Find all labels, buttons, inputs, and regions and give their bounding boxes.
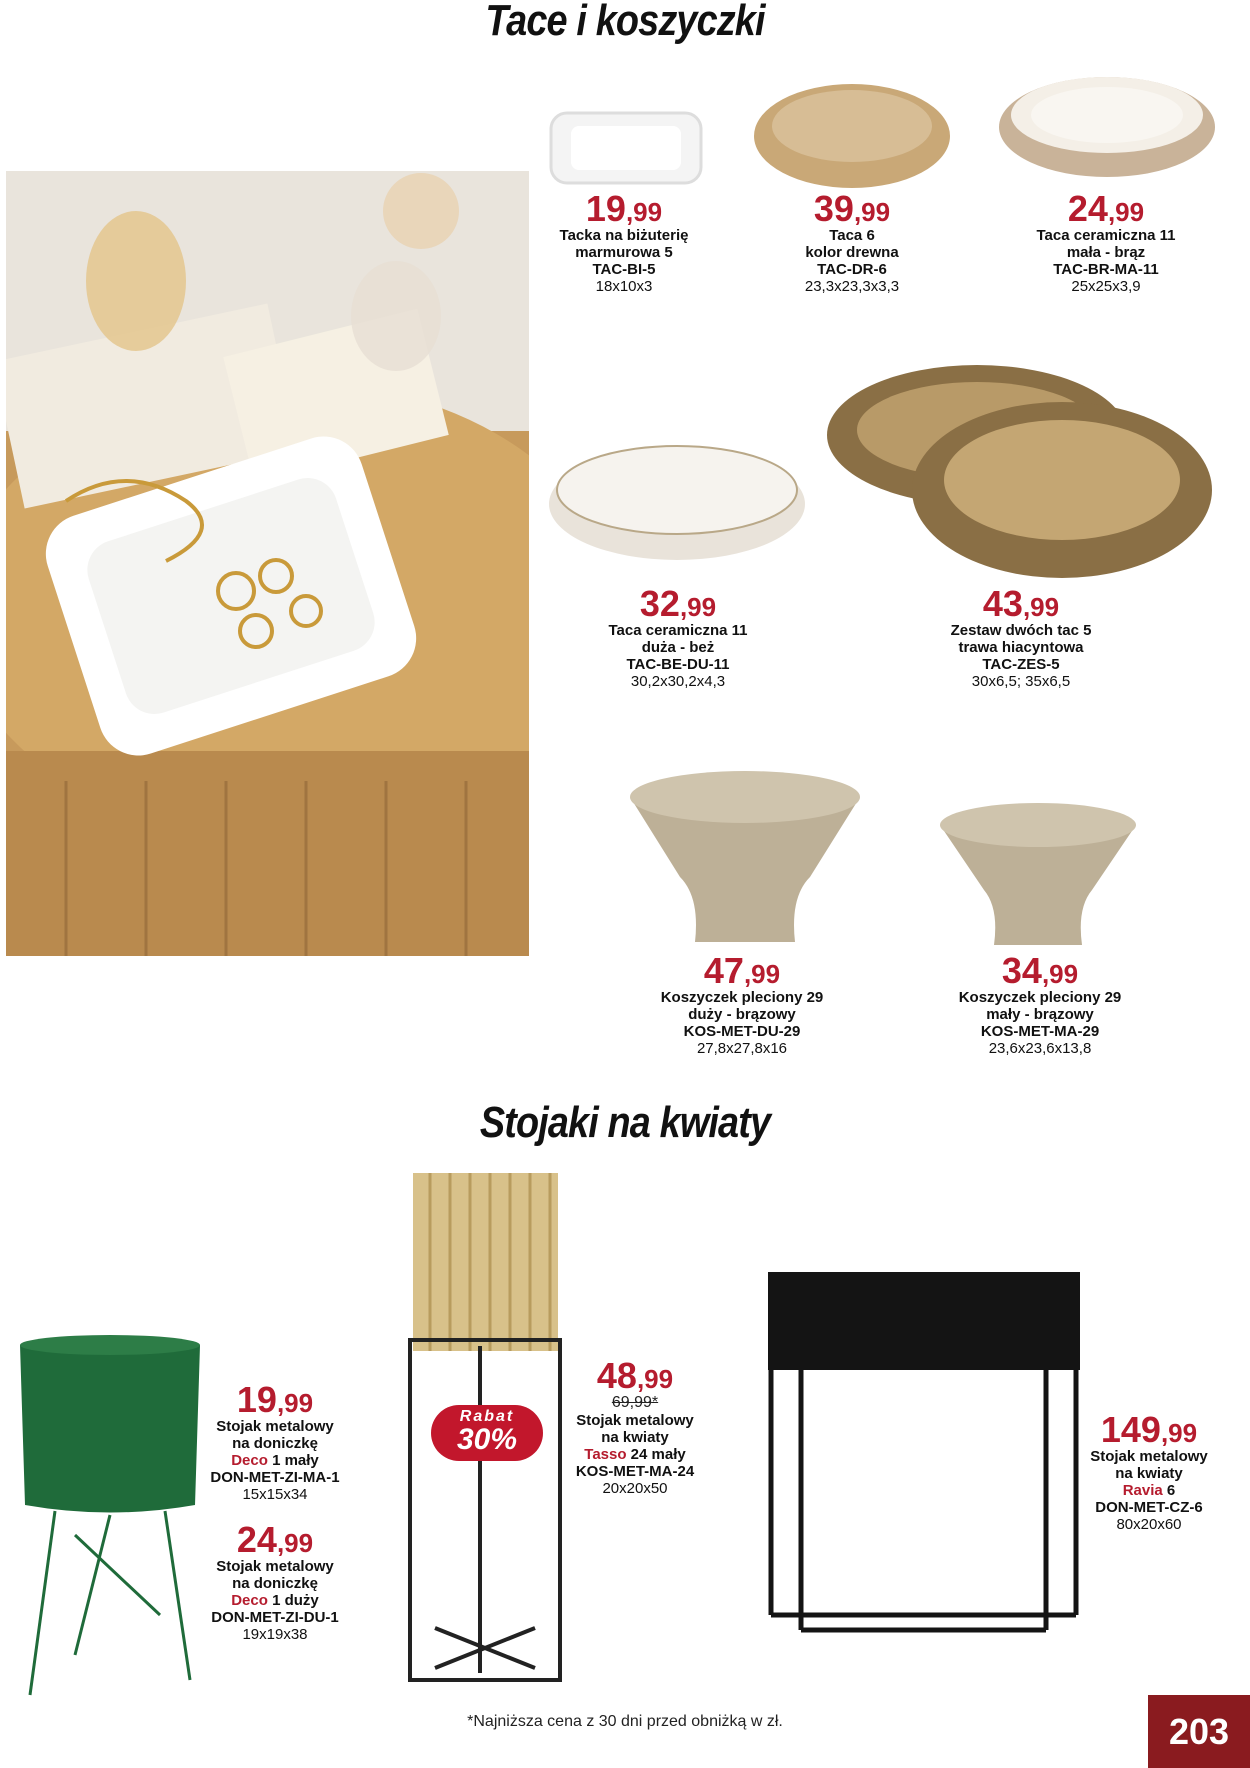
- product-deco-stand-small: [165, 1379, 385, 1504]
- product-code: TAC-ZES-5: [982, 656, 1060, 673]
- old-price: 69,99*: [611, 1394, 659, 1411]
- product-name: Stojak metalowy na doniczkę Deco 1 duży: [216, 1558, 334, 1609]
- product-dims: 30,2x30,2x4,3: [630, 673, 726, 690]
- product-code: TAC-DR-6: [817, 261, 887, 278]
- product-wooden-tray: [742, 188, 962, 296]
- product-basket-small: [930, 950, 1150, 1058]
- product-ravia-stand: [1039, 1409, 1250, 1534]
- product-dims: 23,6x23,6x13,8: [988, 1040, 1092, 1057]
- footnote: *Najniższa cena z 30 dni przed obniżką w zł.: [467, 1713, 783, 1730]
- product-name: Stojak metalowy na kwiaty Ravia 6: [1090, 1448, 1208, 1499]
- wooden-tray-image: [750, 76, 954, 191]
- product-name: Stojak metalowy na kwiaty Tasso 24 mały: [576, 1412, 694, 1463]
- product-dims: 27,8x27,8x16: [696, 1040, 788, 1057]
- product-deco-stand-large: [165, 1519, 385, 1644]
- product-name: Taca ceramiczna 11 duża - beż: [608, 622, 748, 656]
- price: 43,99: [982, 583, 1060, 624]
- product-code: TAC-BR-MA-11: [1053, 261, 1159, 278]
- product-name: Tacka na biżuterię marmurowa 5: [559, 227, 689, 261]
- product-name: Stojak metalowy na doniczkę Deco 1 mały: [216, 1418, 334, 1469]
- product-dims: 15x15x34: [242, 1486, 308, 1503]
- price: 149,99: [1100, 1409, 1198, 1450]
- ceramic-tray-small-image: [995, 63, 1220, 181]
- price: 24,99: [236, 1519, 314, 1560]
- product-dims: 30x6,5; 35x6,5: [971, 673, 1071, 690]
- product-dims: 23,3x23,3x3,3: [804, 278, 900, 295]
- product-code: DON-MET-CZ-6: [1095, 1499, 1203, 1516]
- trays-heading: Tace i koszyczki: [485, 0, 765, 45]
- product-ceramic-tray-large: [568, 583, 788, 691]
- black-stand-image: [766, 1270, 1082, 1633]
- price: 47,99: [703, 950, 781, 991]
- product-name: Taca 6 kolor drewna: [805, 227, 899, 261]
- price: 32,99: [639, 583, 717, 624]
- product-tasso-stand: [525, 1355, 745, 1498]
- product-code: DON-MET-ZI-MA-1: [210, 1469, 340, 1486]
- marble-tray-image: [546, 108, 706, 188]
- product-dims: 18x10x3: [595, 278, 653, 295]
- discount-percent: 30%: [456, 1423, 518, 1456]
- product-dims: 20x20x50: [602, 1480, 668, 1497]
- product-code: DON-MET-ZI-DU-1: [211, 1609, 339, 1626]
- basket-large-image: [620, 757, 870, 949]
- price: 19,99: [236, 1379, 314, 1420]
- product-woven-tray-set: [911, 583, 1131, 691]
- price: 39,99: [813, 188, 891, 229]
- price: 34,99: [1001, 950, 1079, 991]
- page-number: 203: [1148, 1695, 1250, 1768]
- ceramic-tray-large-image: [546, 432, 808, 562]
- product-name: Taca ceramiczna 11 mała - brąz: [1036, 227, 1176, 261]
- price: 48,99: [596, 1355, 674, 1396]
- product-dims: 80x20x60: [1116, 1516, 1182, 1533]
- product-code: KOS-MET-MA-29: [980, 1023, 1100, 1040]
- product-name: Zestaw dwóch tac 5 trawa hiacyntowa: [950, 622, 1092, 656]
- product-dims: 25x25x3,9: [1071, 278, 1141, 295]
- discount-label: Rabat: [459, 1408, 515, 1425]
- product-code: KOS-MET-DU-29: [683, 1023, 801, 1040]
- product-basket-large: [632, 950, 852, 1058]
- product-name: Koszyczek pleciony 29 duży - brązowy: [660, 989, 824, 1023]
- product-code: TAC-BE-DU-11: [626, 656, 730, 673]
- product-code: KOS-MET-MA-24: [575, 1463, 695, 1480]
- price: 19,99: [585, 188, 663, 229]
- product-ceramic-tray-small: [996, 188, 1216, 296]
- product-dims: 19x19x38: [242, 1626, 308, 1643]
- product-marble-tray: [514, 188, 734, 296]
- lifestyle-photo: [6, 171, 529, 956]
- product-name: Koszyczek pleciony 29 mały - brązowy: [958, 989, 1122, 1023]
- stands-heading: Stojaki na kwiaty: [479, 1098, 771, 1147]
- product-code: TAC-BI-5: [592, 261, 656, 278]
- basket-small-image: [932, 790, 1144, 948]
- price: 24,99: [1067, 188, 1145, 229]
- woven-tray-set-image: [827, 365, 1215, 580]
